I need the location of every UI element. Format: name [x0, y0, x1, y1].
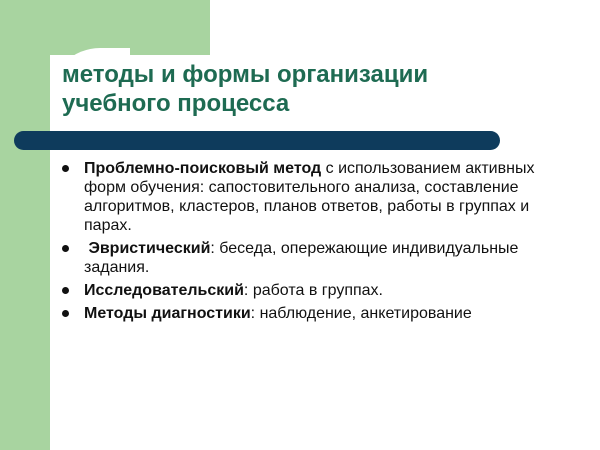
bullet-dot-icon — [62, 165, 69, 172]
bullet-item-diagnostics — [62, 304, 562, 323]
bullet-item-heuristic — [62, 239, 562, 277]
top-decoration — [0, 0, 210, 55]
bullet-text: : наблюдение, анкетирование — [250, 305, 472, 322]
bullet-term: Исследовательский — [84, 282, 244, 299]
bullet-dot-icon — [62, 310, 69, 317]
bullet-item-research — [62, 281, 562, 300]
bullet-term: Эвристический — [84, 240, 211, 257]
bullet-item-problem-search — [62, 159, 562, 235]
bullet-dot-icon — [62, 287, 69, 294]
bullet-term: Методы диагностики — [84, 305, 251, 322]
side-decoration — [0, 0, 50, 450]
slide-title — [62, 60, 582, 118]
bullet-list — [62, 159, 562, 327]
title-line-1: методы и формы организации — [62, 61, 429, 88]
bullet-text: : беседа, опережающие индивидуальные задания. — [84, 240, 519, 276]
title-divider-bar — [14, 131, 500, 150]
bullet-text: с использованием активных форм обучения: сапостовительного анализа, составление алгоритмов, кластеров, планов ответов, работы в группах и парах. — [84, 160, 535, 234]
bullet-dot-icon — [62, 245, 69, 252]
title-line-2: учебного процесса — [62, 90, 290, 117]
bullet-text: : работа в группах. — [243, 282, 383, 299]
bullet-term: Проблемно-поисковый метод — [84, 160, 322, 177]
